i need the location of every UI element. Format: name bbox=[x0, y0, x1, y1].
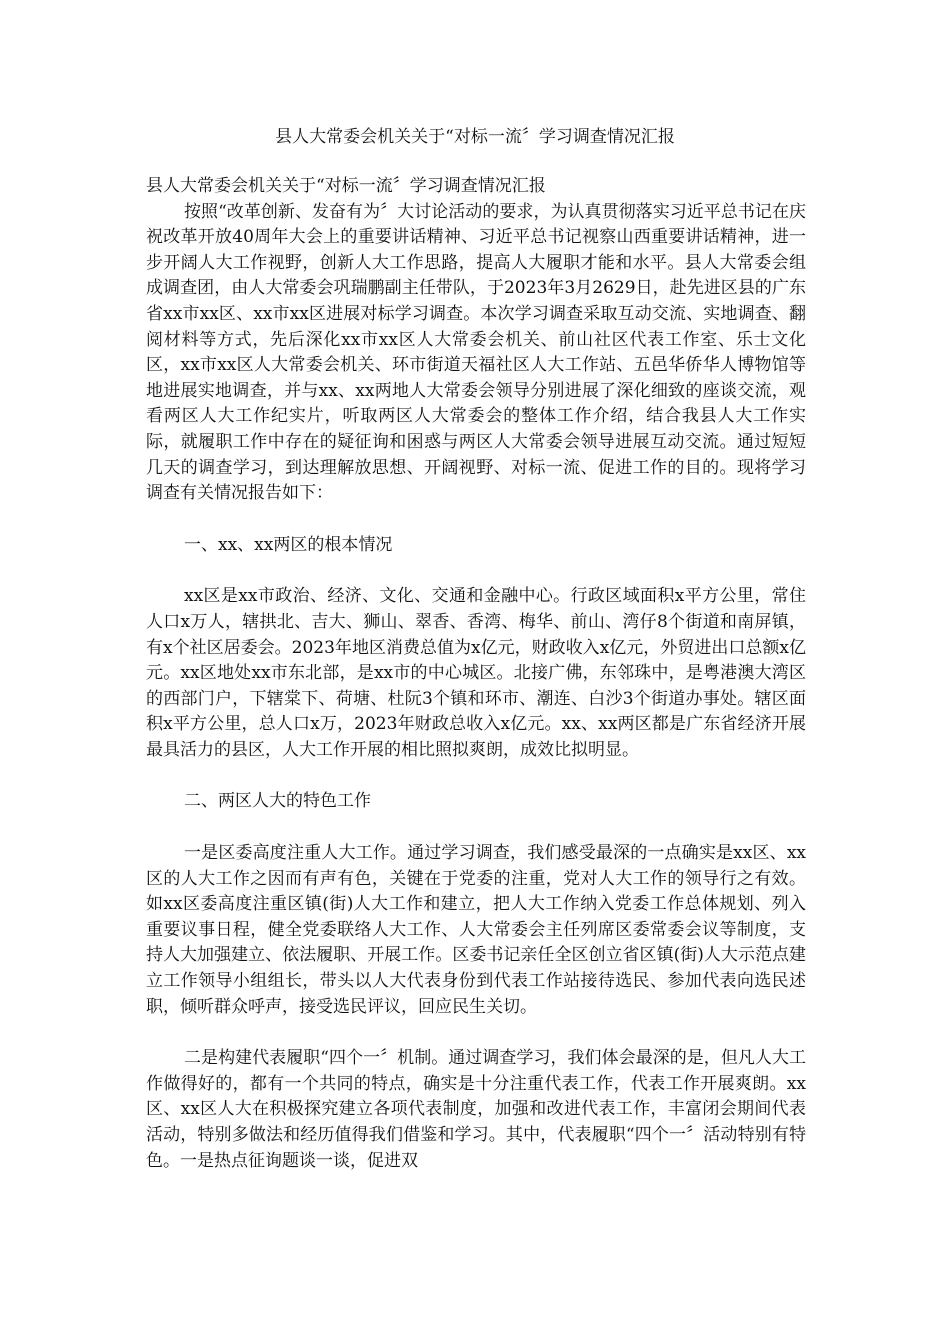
document-subtitle: 县人大常委会机关关于“对标一流〞学习调查情况汇报 bbox=[146, 176, 546, 196]
document-body bbox=[146, 174, 806, 1174]
section-1-heading: 一、xx、xx两区的根本情况 bbox=[184, 534, 393, 555]
section-1-paragraph: xx区是xx市政治、经济、文化、交通和金融中心。行政区域面积x平方公里，常住人口x万人，辖拱北、吉大、狮山、翠香、香湾、梅华、前山、湾仔8个街道和南屏镇，有x个社区居委会。2023年地区消费总值为x亿元，财政收入x亿元，外贸进出口总额x亿元。xx区地处xx市东北部，是xx市的中心城区。北接广佛，东邻珠中，是粤港澳大湾区的西部门户，下辖棠下、荷塘、杜阮3个镇和环市、潮连、白沙3个街道办事处。辖区面积x平方公里，总人口x万，2023年财政总收入x亿元。xx、xx两区都是广东省经济开展最具活力的县区，人大工作开展的相比照拟爽朗，成效比拟明显。 bbox=[146, 586, 806, 760]
intro-paragraph: 按照“改革创新、发奋有为〞大讨论活动的要求，为认真贯彻落实习近平总书记在庆祝改革开放40周年大会上的重要讲话精神、习近平总书记视察山西重要讲话精神，进一步开阔人大工作视野，创新人大工作思路，提高人大履职才能和水平。县人大常委会组成调查团，由人大常委会巩瑞鹏副主任带队，于2023年3月2629日，赴先进区县的广东省xx市xx区、xx市xx区进展对标学习调查。本次学习调查采取互动交流、实地调查、翻阅材料等方式，先后深化xx市xx区人大常委会机关、前山社区代表工作室、乐士文化区，xx市xx区人大常委会机关、环市街道天福社区人大工作站、五邑华侨华人博物馆等地进展实地调查，并与xx、xx两地人大常委会领导分别进展了深化细致的座谈交流，观看两区人大工作纪实片，听取两区人大常委会的整体工作介绍，结合我县人大工作实际，就履职工作中存在的疑征询和困惑与两区人大常委会领导进展互动交流。通过短短几天的调查学习，到达理解放思想、开阔视野、对标一流、促进工作的目的。现将学习调查有关情况报告如下： bbox=[146, 201, 806, 504]
document-title: 县人大常委会机关关于“对标一流〞学习调查情况汇报 bbox=[275, 127, 675, 147]
section-2-paragraph-2: 二是构建代表履职“四个一〞机制。通过调查学习，我们体会最深的是，但凡人大工作做得好的，都有一个共同的特点，确实是十分注重代表工作，代表工作开展爽朗。xx区、xx区人大在积极探究建立各项代表制度，加强和改进代表工作，丰富闭会期间代表活动，特别多做法和经历值得我们借鉴和学习。其中，代表履职“四个一〞活动特别有特色。一是热点征询题谈一谈，促进双 bbox=[146, 1048, 806, 1171]
section-2-paragraph-1: 一是区委高度注重人大工作。通过学习调查，我们感受最深的一点确实是xx区、xx区的人大工作之因而有声有色，关键在于党委的注重，党对人大工作的领导行之有效。如xx区委高度注重区镇(街)人大工作和建立，把人大工作纳入党委工作总体规划、列入重要议事日程，健全党委联络人大工作、人大常委会主任列席区委常委会议等制度，支持人大加强建立、依法履职、开展工作。区委书记亲任全区创立省区镇(街)人大示范点建立工作领导小组组长，带头以人大代表身份到代表工作站接待选民、参加代表向选民述职，倾听群众呼声，接受选民评议，回应民生关切。 bbox=[146, 843, 806, 1017]
section-2-heading: 二、两区人大的特色工作 bbox=[184, 791, 371, 812]
